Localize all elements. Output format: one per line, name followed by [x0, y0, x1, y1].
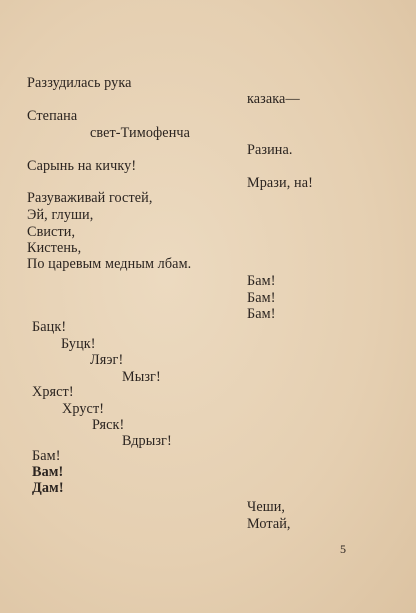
poem-line: Сарынь на кичку!: [27, 158, 137, 174]
poem-line: Степана: [27, 108, 78, 124]
poem-line: Чеши,: [247, 499, 286, 515]
poem-line: Разуваживай гостей,: [27, 190, 153, 206]
poem-line: Бам!: [247, 290, 276, 306]
page-number: 5: [340, 542, 347, 556]
poem-line: Бам!: [32, 448, 61, 464]
poem-line: Ляэг!: [90, 352, 124, 368]
poem-line: Бам!: [247, 306, 276, 322]
poem-line: Эй, глуши,: [27, 207, 94, 223]
poem-line: Раззудилась рука: [27, 75, 132, 91]
poem-line: Бам!: [247, 273, 276, 289]
poem-line: Мрази, на!: [247, 175, 313, 191]
poem-line: Ряск!: [92, 417, 125, 433]
poem-line: Хряст!: [32, 384, 74, 400]
poem-line: Мотай,: [247, 516, 291, 532]
poem-line: Бацк!: [32, 319, 67, 335]
poem-line: Свисти,: [27, 224, 76, 240]
poem-line: Мызг!: [122, 369, 161, 385]
poem-line: Кистень,: [27, 240, 82, 256]
poem-line: Дам!: [32, 480, 64, 496]
poem-line: По царевым медным лбам.: [27, 256, 192, 272]
poem-line: свет-Тимофенча: [90, 125, 191, 141]
poem-line: Хруст!: [62, 401, 105, 417]
poem-line: Вдрызг!: [122, 433, 172, 449]
poem-line: Разина.: [247, 142, 293, 158]
poem-line: казака—: [247, 91, 300, 107]
poem-line: Буцк!: [61, 336, 96, 352]
poem-line: Вам!: [32, 464, 64, 480]
